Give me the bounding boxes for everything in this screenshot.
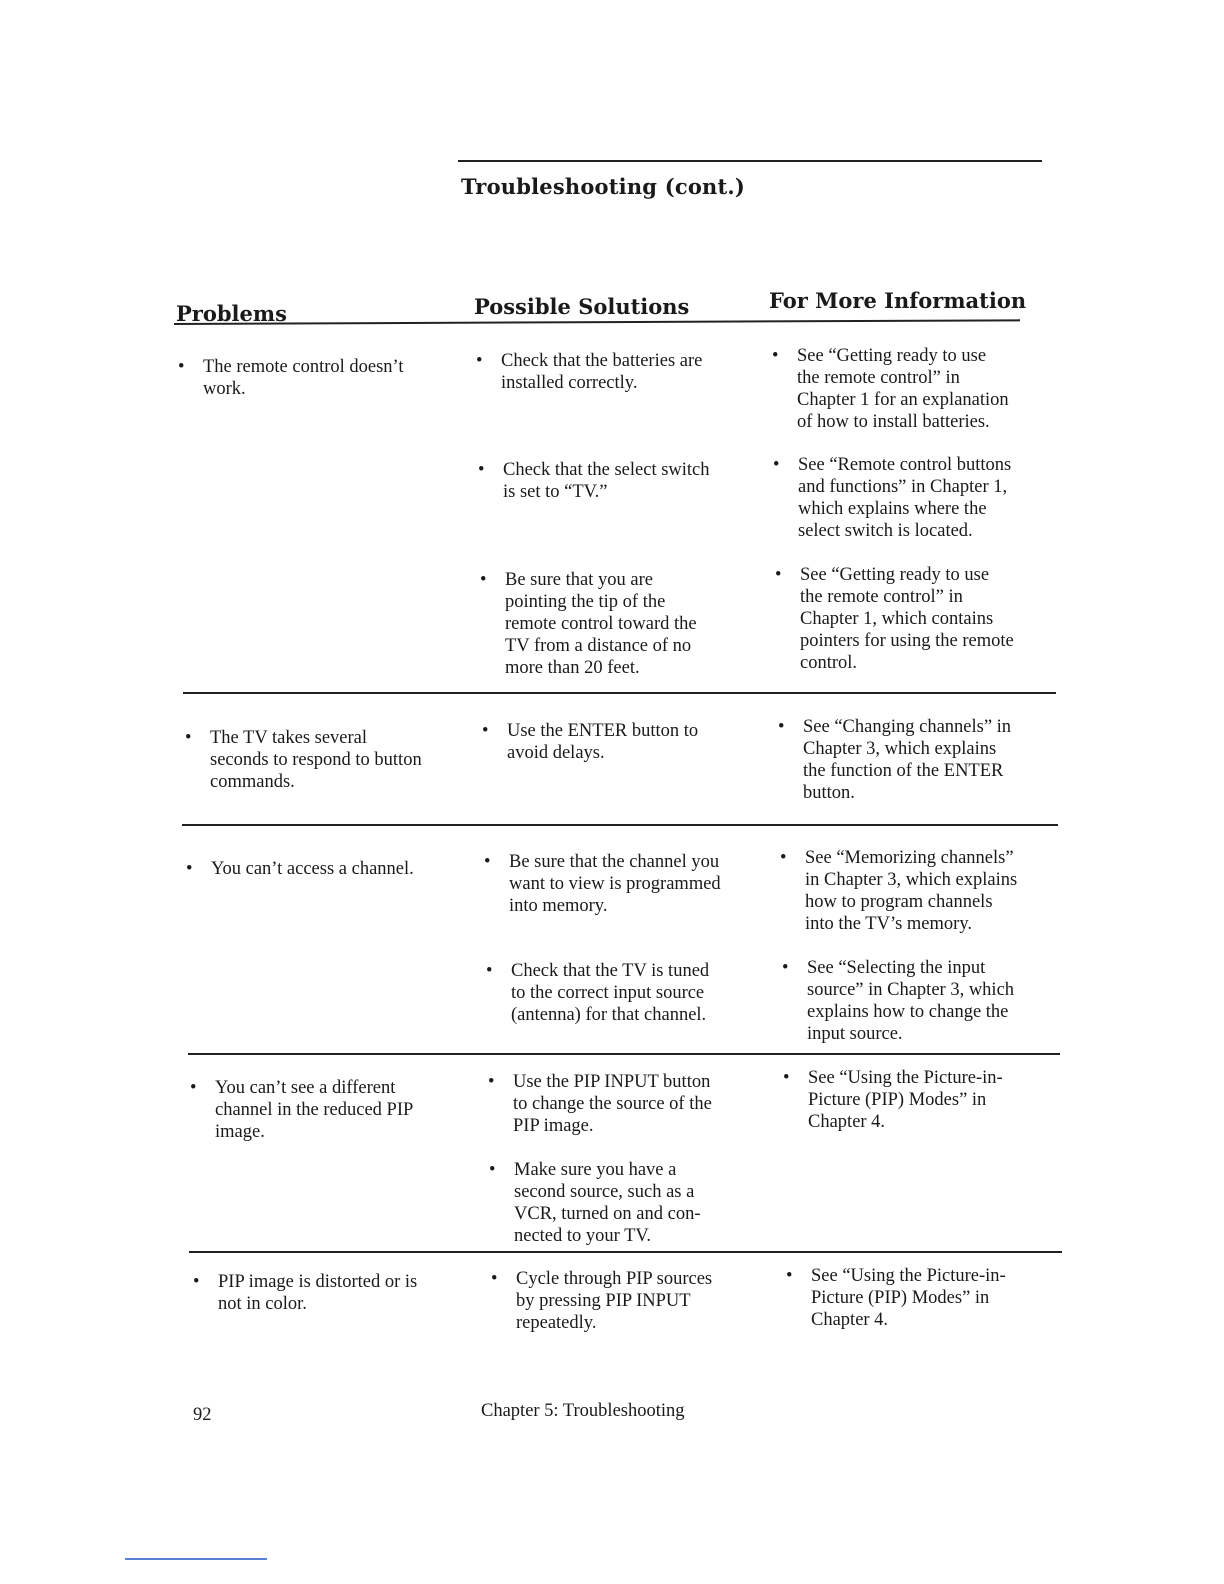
info-header: For More Information (769, 288, 1027, 313)
info-item: • See “Getting ready to use the remote control” in Chapter 1, which contains pointers for using the remote control. (773, 564, 1014, 674)
solution-item: • Check that the batteries are installed correctly. (474, 350, 702, 394)
info-item: • See “Using the Picture-in- Picture (PIP) Modes” in Chapter 4. (781, 1067, 1003, 1133)
page-title: Troubleshooting (cont.) (461, 174, 746, 199)
problems-header: Problems (176, 301, 287, 326)
scan-edge-mark (125, 1558, 267, 1560)
problem-item: • PIP image is distorted or is not in color. (191, 1271, 417, 1315)
page-number: 92 (193, 1405, 212, 1425)
info-item: • See “Getting ready to use the remote control” in Chapter 1 for an explanation of how to install batteries. (770, 345, 1009, 433)
solution-item: • Check that the TV is tuned to the correct input source (antenna) for that channel. (484, 960, 709, 1026)
row-divider (188, 1053, 1060, 1055)
solution-item: • Check that the select switch is set to “TV.” (476, 459, 710, 503)
problem-item: • You can’t see a different channel in the reduced PIP image. (188, 1077, 413, 1143)
info-item: • See “Changing channels” in Chapter 3, which explains the function of the ENTER button. (776, 716, 1011, 804)
solution-item: • Be sure that the channel you want to view is programmed into memory. (482, 851, 721, 917)
row-divider (182, 824, 1058, 826)
info-item: • See “Memorizing channels” in Chapter 3, which explains how to program channels into the TV’s memory. (778, 847, 1017, 935)
chapter-footer: Chapter 5: Troubleshooting (481, 1401, 685, 1421)
solution-item: • Cycle through PIP sources by pressing PIP INPUT repeatedly. (489, 1268, 712, 1334)
problem-item: • The remote control doesn’t work. (176, 356, 404, 400)
info-item: • See “Selecting the input source” in Chapter 3, which explains how to change the input source. (780, 957, 1014, 1045)
solution-item: • Use the ENTER button to avoid delays. (480, 720, 698, 764)
info-item: • See “Using the Picture-in- Picture (PIP) Modes” in Chapter 4. (784, 1265, 1006, 1331)
problem-item: • You can’t access a channel. (184, 858, 414, 880)
solution-item: • Use the PIP INPUT button to change the source of the PIP image. (486, 1071, 712, 1137)
row-divider (183, 692, 1056, 694)
title-rule (458, 160, 1042, 162)
info-item: • See “Remote control buttons and functions” in Chapter 1, which explains where the select switch is located. (771, 454, 1011, 542)
solutions-header: Possible Solutions (474, 294, 690, 319)
header-rule (174, 319, 1020, 325)
solution-item: • Be sure that you are pointing the tip of the remote control toward the TV from a distance of no more than 20 feet. (478, 569, 697, 679)
problem-item: • The TV takes several seconds to respond to button commands. (183, 727, 422, 793)
row-divider (189, 1251, 1062, 1253)
solution-item: • Make sure you have a second source, such as a VCR, turned on and con- nected to your TV. (487, 1159, 701, 1247)
